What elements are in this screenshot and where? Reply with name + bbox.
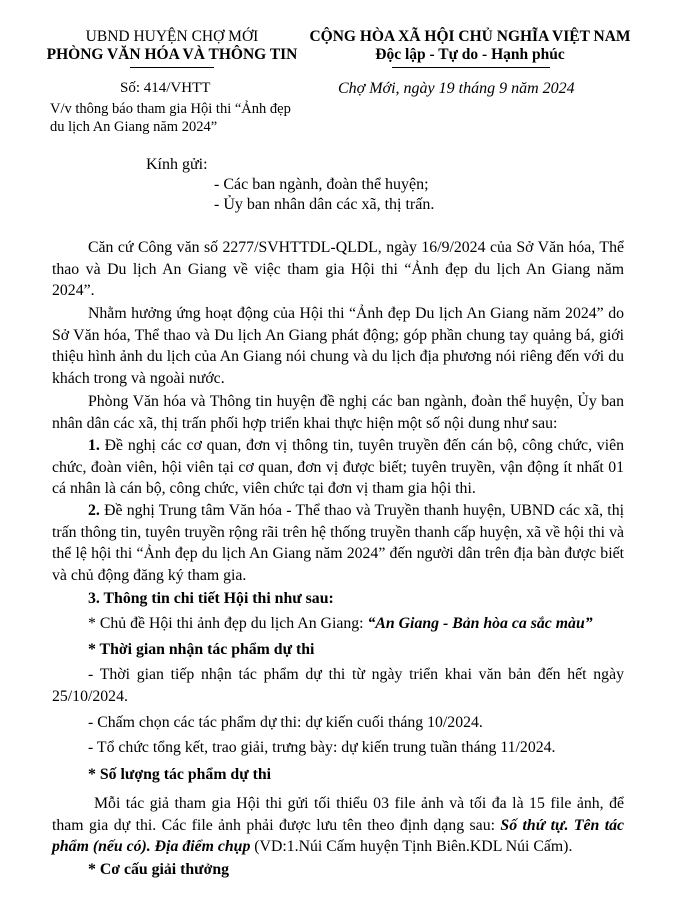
quantity-description: Mỗi tác giả tham gia Hội thi gửi tối thiểu 03 file ảnh và tối đa là 15 file ảnh, để tham gia dự thi. Các file ảnh phải được lưu tên theo định dạng sau:: [52, 795, 624, 834]
agency-line-1: UBND HUYỆN CHỢ MỚI: [85, 28, 259, 45]
item-3-heading: 3. Thông tin chi tiết Hội thi như sau:: [88, 590, 334, 607]
issue-date: Chợ Mới, ngày 19 tháng 9 năm 2024: [338, 80, 575, 97]
theme-prefix: * Chủ đề Hội thi ảnh đẹp du lịch An Giang:: [88, 615, 368, 632]
issuing-agency: [38, 28, 306, 64]
paragraph-legal-basis: Căn cứ Công văn số 2277/SVHTTDL-QLDL, ngày 16/9/2024 của Sở Văn hóa, Thể thao và Du lịch An Giang về việc tham gia Hội thi “Ảnh đẹp du lịch An Giang năm 2024”.: [52, 239, 624, 299]
quantity-text: [52, 793, 624, 858]
filename-example: (VD:1.Núi Cấm huyện Tịnh Biên.KDL Núi Cấm).: [250, 838, 573, 855]
contest-theme: [52, 613, 624, 635]
motto-underline: [392, 67, 550, 68]
item-2: [52, 500, 624, 586]
national-motto: [300, 28, 640, 64]
time-item-1: - Thời gian tiếp nhận tác phẩm dự thi từ ngày triển khai văn bản đến hết ngày 25/10/2024.: [52, 666, 624, 705]
time-item-2: - Chấm chọn các tác phẩm dự thi: dự kiến cuối tháng 10/2024.: [88, 714, 483, 731]
document-number: Số: 414/VHTT: [120, 80, 211, 96]
nation-line-1: CỘNG HÒA XÃ HỘI CHỦ NGHĨA VIỆT NAM: [309, 28, 631, 45]
item-1-text: Đề nghị các cơ quan, đơn vị thông tin, tuyên truyền đến cán bộ, công chức, viên chức, đoàn viên, hội viên tại cơ quan, đơn vị được biết; tuyên truyền, vận động ít nhất 01 cá nhân là cán bộ, công chức, viên chức tại đơn vị tham gia hội thi.: [52, 437, 624, 497]
greeting: Kính gửi:: [146, 156, 208, 173]
theme-title: “An Giang - Bản hòa ca sắc màu”: [367, 615, 593, 632]
recipient-2: - Ủy ban nhân dân các xã, thị trấn.: [214, 196, 435, 213]
subject-line-2: du lịch An Giang năm 2024”: [50, 119, 218, 135]
paragraph-purpose: Nhằm hưởng ứng hoạt động của Hội thi “Ảnh đẹp Du lịch An Giang năm 2024” do Sở Văn hóa, Thể thao và Du lịch An Giang phát động; góp phần chung tay quảng bá, giới thiệu hình ảnh du lịch của An Giang nói chung và du lịch địa phương nói riêng đến với du khách trong và ngoài nước.: [52, 305, 624, 387]
recipient-1: - Các ban ngành, đoàn thể huyện;: [214, 176, 429, 193]
agency-underline: [130, 67, 214, 68]
item-2-text: Đề nghị Trung tâm Văn hóa - Thể thao và Truyền thanh huyện, UBND các xã, thị trấn thông tin, tuyên truyền rộng rãi trên hệ thống truyền thanh cấp huyện, xã về hội thi và thể lệ hội thi “Ảnh đẹp du lịch An Giang năm 2024” đến người dân trên địa bàn được biết và chủ động đăng ký tham gia.: [52, 502, 624, 584]
paragraph-request: Phòng Văn hóa và Thông tin huyện đề nghị các ban ngành, đoàn thể huyện, Ủy ban nhân dân các xã, thị trấn phối hợp triển khai thực hiện một số nội dung như sau:: [52, 393, 624, 432]
item-2-number: 2.: [88, 502, 100, 519]
filename-format: Số thứ tự. Tên tác phẩm (nếu có). Địa điểm chụp: [52, 816, 625, 855]
quantity-heading: * Số lượng tác phẩm dự thi: [88, 766, 272, 783]
item-1: [52, 435, 624, 500]
time-item-3: - Tổ chức tổng kết, trao giải, trưng bày: dự kiến trung tuần tháng 11/2024.: [88, 739, 556, 756]
agency-line-2: PHÒNG VĂN HÓA VÀ THÔNG TIN: [46, 46, 298, 63]
subject-line-1: V/v thông báo tham gia Hội thi “Ảnh đẹp: [50, 101, 291, 117]
nation-line-2: Độc lập - Tự do - Hạnh phúc: [375, 46, 565, 63]
prize-heading: * Cơ cấu giải thưởng: [88, 861, 230, 878]
time-heading: * Thời gian nhận tác phẩm dự thi: [88, 641, 315, 658]
item-1-number: 1.: [88, 437, 100, 454]
